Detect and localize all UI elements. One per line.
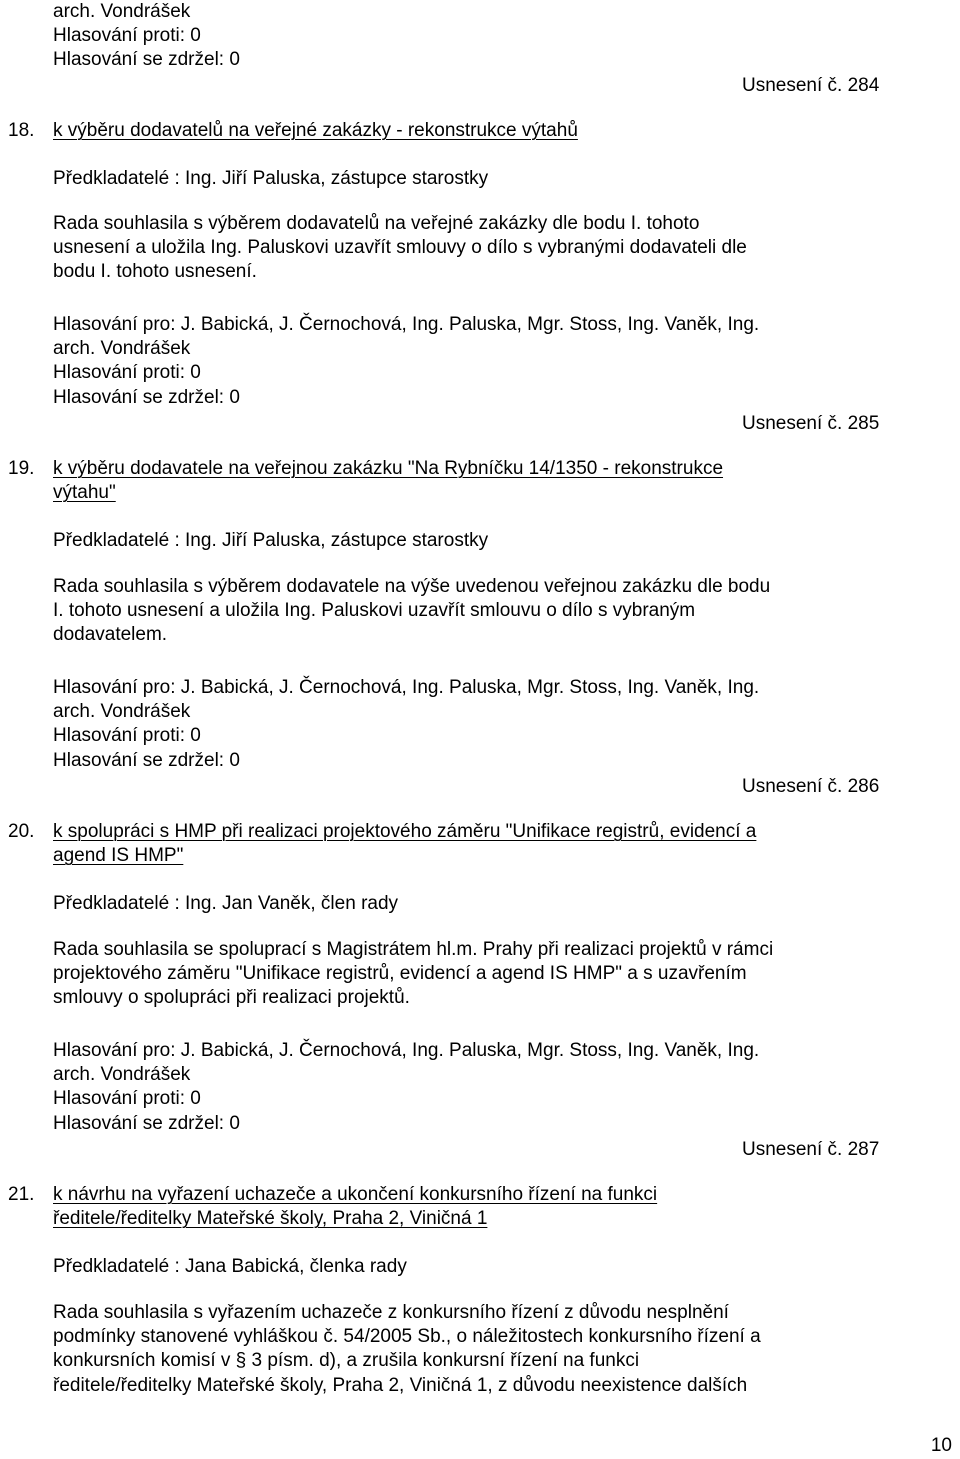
item-18-pro: Hlasování pro: J. Babická, J. Černochová, Ing. Paluska, Mgr. Stoss, Ing. Vaněk, Ing.	[53, 314, 760, 335]
item-20-number: 20.	[8, 821, 35, 842]
item-18-body-1: Rada souhlasila s výběrem dodavatelů na veřejné zakázky dle bodu I. tohoto	[53, 213, 700, 234]
item-21-title-2: ředitele/ředitelky Mateřské školy, Praha 2, Viničná 1	[53, 1208, 488, 1229]
item-20-title-2: agend IS HMP"	[53, 845, 184, 866]
usneseni-287: Usnesení č. 287	[742, 1139, 880, 1160]
item-19-zdrzel: Hlasování se zdržel: 0	[53, 750, 240, 771]
top-proti: Hlasování proti: 0	[53, 25, 201, 46]
item-20-body-1: Rada souhlasila se spoluprací s Magistrátem hl.m. Prahy při realizaci projektů v rámci	[53, 939, 774, 960]
item-19-body-1: Rada souhlasila s výběrem dodavatele na výše uvedenou veřejnou zakázku dle bodu	[53, 576, 771, 597]
item-18-body-2: usnesení a uložila Ing. Paluskovi uzavřít smlouvy o dílo s vybranými dodavateli dle	[53, 237, 747, 258]
item-19-title-1: k výběru dodavatele na veřejnou zakázku "Na Rybníčku 14/1350 - rekonstrukce	[53, 458, 724, 479]
page-number: 10	[930, 1435, 952, 1456]
item-18-predkladatel: Předkladatelé : Ing. Jiří Paluska, zástupce starostky	[53, 168, 489, 189]
item-19-body-2: I. tohoto usnesení a uložila Ing. Paluskovi uzavřít smlouvu o dílo s vybraným	[53, 600, 696, 621]
item-19-pro: Hlasování pro: J. Babická, J. Černochová, Ing. Paluska, Mgr. Stoss, Ing. Vaněk, Ing.	[53, 677, 760, 698]
item-19-body-3: dodavatelem.	[53, 624, 168, 645]
item-21-title-1: k návrhu na vyřazení uchazeče a ukončení konkursního řízení na funkci	[53, 1184, 658, 1205]
item-18-number: 18.	[8, 120, 35, 141]
item-20-pro: Hlasování pro: J. Babická, J. Černochová, Ing. Paluska, Mgr. Stoss, Ing. Vaněk, Ing.	[53, 1040, 760, 1061]
usneseni-285: Usnesení č. 285	[742, 413, 880, 434]
item-19-title-2: výtahu"	[53, 482, 116, 503]
item-20-zdrzel: Hlasování se zdržel: 0	[53, 1113, 240, 1134]
item-21-predkladatel: Předkladatelé : Jana Babická, členka rady	[53, 1256, 407, 1277]
item-20-predkladatel: Předkladatelé : Ing. Jan Vaněk, člen rady	[53, 893, 399, 914]
item-20-body-2: projektového záměru "Unifikace registrů, evidencí a agend IS HMP" a s uzavřením	[53, 963, 747, 984]
item-21-body-3: konkursních komisí v § 3 písm. d), a zrušila konkursní řízení na funkci	[53, 1350, 640, 1371]
usneseni-284: Usnesení č. 284	[742, 75, 880, 96]
item-19-number: 19.	[8, 458, 35, 479]
item-18-body-3: bodu I. tohoto usnesení.	[53, 261, 257, 282]
item-21-body-1: Rada souhlasila s vyřazením uchazeče z konkursního řízení z důvodu nesplnění	[53, 1302, 729, 1323]
item-18-title: k výběru dodavatelů na veřejné zakázky - rekonstrukce výtahů	[53, 120, 578, 141]
item-18-arch: arch. Vondrášek	[53, 338, 191, 359]
top-zdrzel: Hlasování se zdržel: 0	[53, 49, 240, 70]
item-21-number: 21.	[8, 1184, 35, 1205]
usneseni-286: Usnesení č. 286	[742, 776, 880, 797]
item-19-proti: Hlasování proti: 0	[53, 725, 201, 746]
top-arch: arch. Vondrášek	[53, 1, 191, 22]
item-21-body-2: podmínky stanovené vyhláškou č. 54/2005 Sb., o náležitostech konkursního řízení a	[53, 1326, 761, 1347]
item-20-body-3: smlouvy o spolupráci při realizaci projektů.	[53, 987, 410, 1008]
item-20-title-1: k spolupráci s HMP při realizaci projektového záměru "Unifikace registrů, evidencí a	[53, 821, 757, 842]
item-18-zdrzel: Hlasování se zdržel: 0	[53, 387, 240, 408]
item-18-proti: Hlasování proti: 0	[53, 362, 201, 383]
item-19-arch: arch. Vondrášek	[53, 701, 191, 722]
item-20-proti: Hlasování proti: 0	[53, 1088, 201, 1109]
item-21-body-4: ředitele/ředitelky Mateřské školy, Praha 2, Viničná 1, z důvodu neexistence dalších	[53, 1375, 748, 1396]
item-19-predkladatel: Předkladatelé : Ing. Jiří Paluska, zástupce starostky	[53, 530, 489, 551]
item-20-arch: arch. Vondrášek	[53, 1064, 191, 1085]
